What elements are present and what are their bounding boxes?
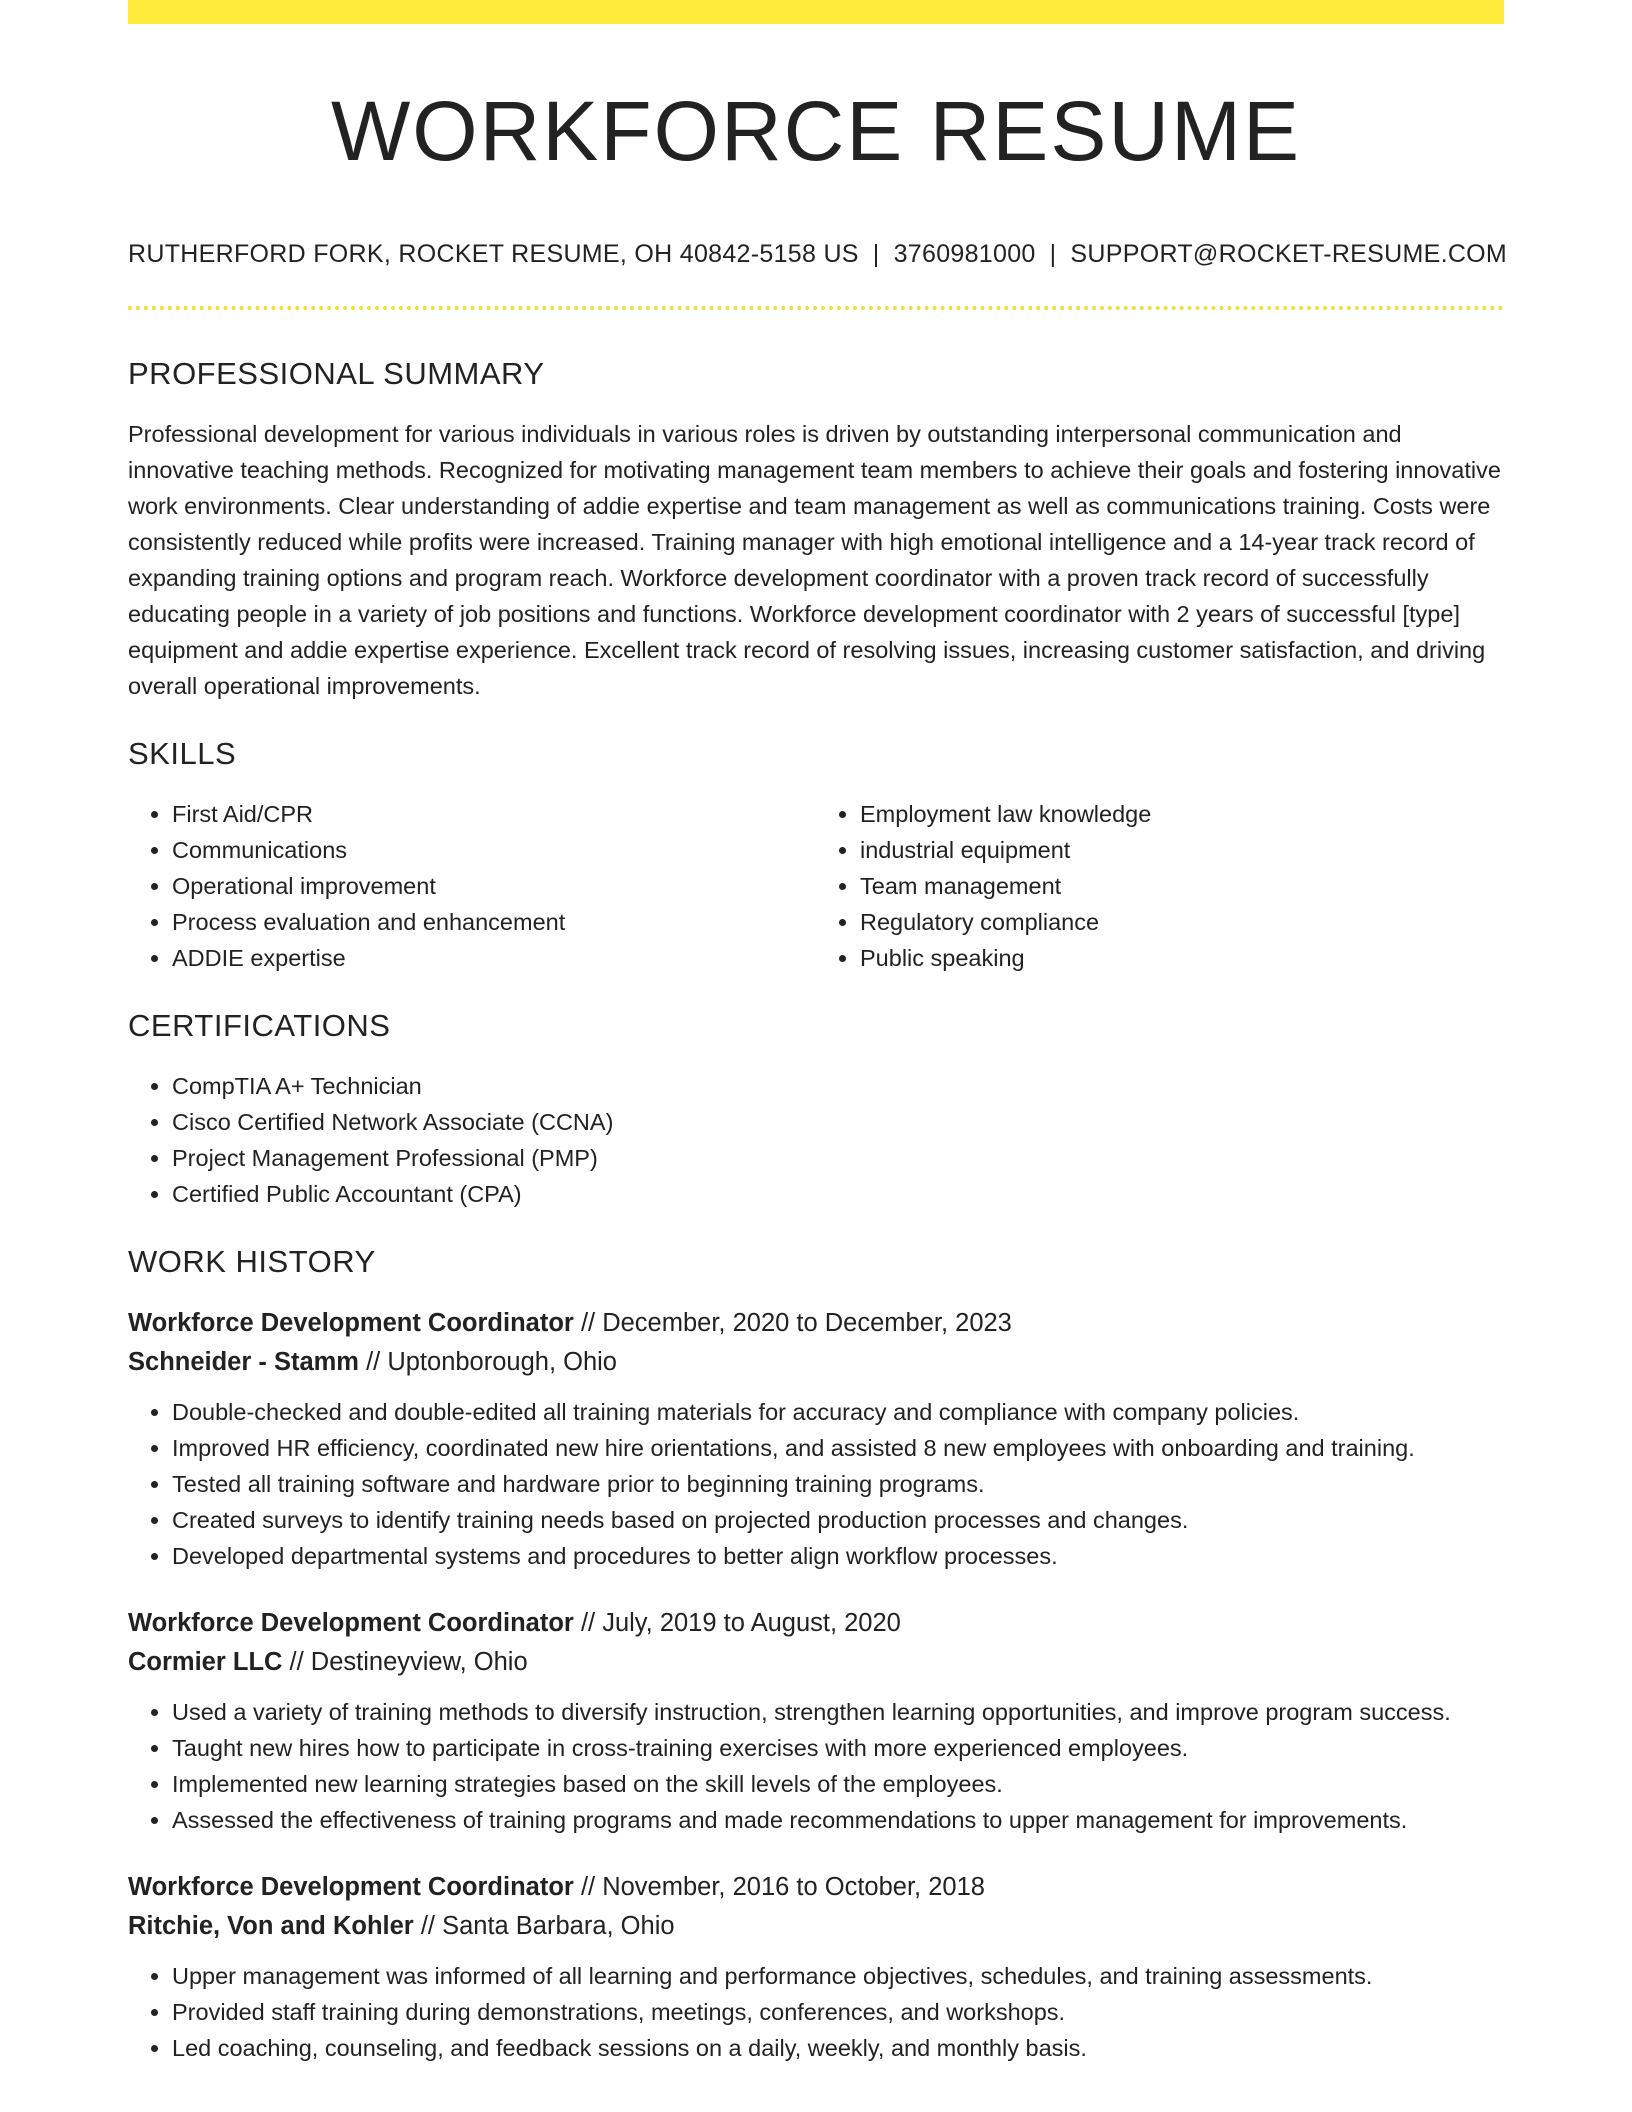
skill-item: • Communications	[172, 832, 816, 868]
certifications-list	[128, 1068, 1504, 1212]
job-location: // Santa Barbara, Ohio	[420, 1912, 675, 1940]
contact-phone: 3760981000	[893, 240, 1036, 268]
skill-item: • First Aid/CPR	[172, 796, 816, 832]
job-role: Workforce Development Coordinator	[128, 1609, 574, 1637]
job-company-line	[128, 1643, 1504, 1682]
certification-item: • CompTIA A+ Technician	[172, 1068, 1504, 1104]
contact-line	[128, 236, 1508, 272]
work-history-heading: WORK HISTORY	[128, 1244, 376, 1279]
job-entry	[128, 1304, 1504, 1574]
skill-item: • industrial equipment	[860, 832, 1504, 868]
job-dates: // July, 2019 to August, 2020	[580, 1609, 901, 1637]
skill-item: • Operational improvement	[172, 868, 816, 904]
accent-bar	[128, 0, 1504, 24]
summary-section	[128, 354, 1504, 704]
job-bullet: • Taught new hires how to participate in cross-training exercises with more experienced employees.	[172, 1730, 1504, 1766]
job-entry	[128, 1868, 1504, 2066]
job-company-line	[128, 1907, 1504, 1946]
skill-item: • Team management	[860, 868, 1504, 904]
summary-heading: PROFESSIONAL SUMMARY	[128, 356, 545, 391]
job-dates: // December, 2020 to December, 2023	[580, 1309, 1012, 1337]
skills-heading: SKILLS	[128, 736, 237, 771]
work-history-section	[128, 1242, 1504, 2066]
certification-item: • Project Management Professional (PMP)	[172, 1140, 1504, 1176]
job-dates: // November, 2016 to October, 2018	[580, 1873, 985, 1901]
job-title-line	[128, 1604, 1504, 1643]
summary-text: Professional development for various individuals in various roles is driven by outstanding interpersonal communication and innovative teaching methods. Recognized for motivating management team members to achieve their goals and fostering innovative work environments. Clear understanding of addie expertise and team management as well as communications training. Costs were consistently reduced while profits were increased. Training manager with high emotional intelligence and a 14-year track record of expanding training options and program reach. Workforce development coordinator with a proven track record of successfully educating people in a variety of job positions and functions. Workforce development coordinator with 2 years of successful [type] equipment and addie expertise experience. Excellent track record of resolving issues, increasing customer satisfaction, and driving overall operational improvements.	[128, 421, 1501, 699]
skill-item: • Public speaking	[860, 940, 1504, 976]
skill-item: • Process evaluation and enhancement	[172, 904, 816, 940]
resume-body	[128, 354, 1504, 2096]
certifications-heading: CERTIFICATIONS	[128, 1008, 391, 1043]
job-bullet: • Developed departmental systems and procedures to better align workflow processes.	[172, 1538, 1504, 1574]
skills-list-right	[816, 796, 1504, 976]
job-bullet: • Assessed the effectiveness of training programs and made recommendations to upper management for improvements.	[172, 1802, 1504, 1838]
job-bullet: • Used a variety of training methods to diversify instruction, strengthen learning opportunities, and improve program success.	[172, 1694, 1504, 1730]
job-bullet: • Tested all training software and hardware prior to beginning training programs.	[172, 1466, 1504, 1502]
skill-item: • Regulatory compliance	[860, 904, 1504, 940]
job-bullets	[128, 1958, 1504, 2066]
job-entry	[128, 1604, 1504, 1838]
job-bullet: • Double-checked and double-edited all training materials for accuracy and compliance with company policies.	[172, 1394, 1504, 1430]
job-bullet: • Improved HR efficiency, coordinated new hire orientations, and assisted 8 new employees with onboarding and training.	[172, 1430, 1504, 1466]
job-company: Schneider - Stamm	[128, 1348, 359, 1376]
contact-address: RUTHERFORD FORK, ROCKET RESUME, OH 40842-5158 US	[128, 240, 859, 268]
skill-item: • Employment law knowledge	[860, 796, 1504, 832]
job-location: // Uptonborough, Ohio	[366, 1348, 617, 1376]
job-bullet: • Provided staff training during demonstrations, meetings, conferences, and workshops.	[172, 1994, 1504, 2030]
certification-item: • Certified Public Accountant (CPA)	[172, 1176, 1504, 1212]
skills-list-left	[128, 796, 816, 976]
job-location: // Destineyview, Ohio	[289, 1648, 528, 1676]
contact-separator: |	[872, 240, 880, 268]
job-role: Workforce Development Coordinator	[128, 1309, 574, 1337]
contact-email[interactable]: SUPPORT@ROCKET-RESUME.COM	[1070, 240, 1508, 268]
skill-item: • ADDIE expertise	[172, 940, 816, 976]
skills-section	[128, 734, 1504, 976]
job-bullet: • Led coaching, counseling, and feedback sessions on a daily, weekly, and monthly basis.	[172, 2030, 1504, 2066]
job-role: Workforce Development Coordinator	[128, 1873, 574, 1901]
contact-separator: |	[1049, 240, 1057, 268]
job-company-line	[128, 1343, 1504, 1382]
job-title-line	[128, 1868, 1504, 1907]
job-bullets	[128, 1394, 1504, 1574]
job-bullet: • Created surveys to identify training needs based on projected production processes and changes.	[172, 1502, 1504, 1538]
dotted-divider	[128, 306, 1504, 310]
job-bullets	[128, 1694, 1504, 1838]
job-company: Ritchie, Von and Kohler	[128, 1912, 414, 1940]
certification-item: • Cisco Certified Network Associate (CCNA)	[172, 1104, 1504, 1140]
job-title-line	[128, 1304, 1504, 1343]
resume-title: WORKFORCE RESUME	[330, 84, 1302, 178]
job-company: Cormier LLC	[128, 1648, 283, 1676]
job-bullet: • Implemented new learning strategies based on the skill levels of the employees.	[172, 1766, 1504, 1802]
certifications-section	[128, 1006, 1504, 1212]
job-bullet: • Upper management was informed of all learning and performance objectives, schedules, and training assessments.	[172, 1958, 1504, 1994]
